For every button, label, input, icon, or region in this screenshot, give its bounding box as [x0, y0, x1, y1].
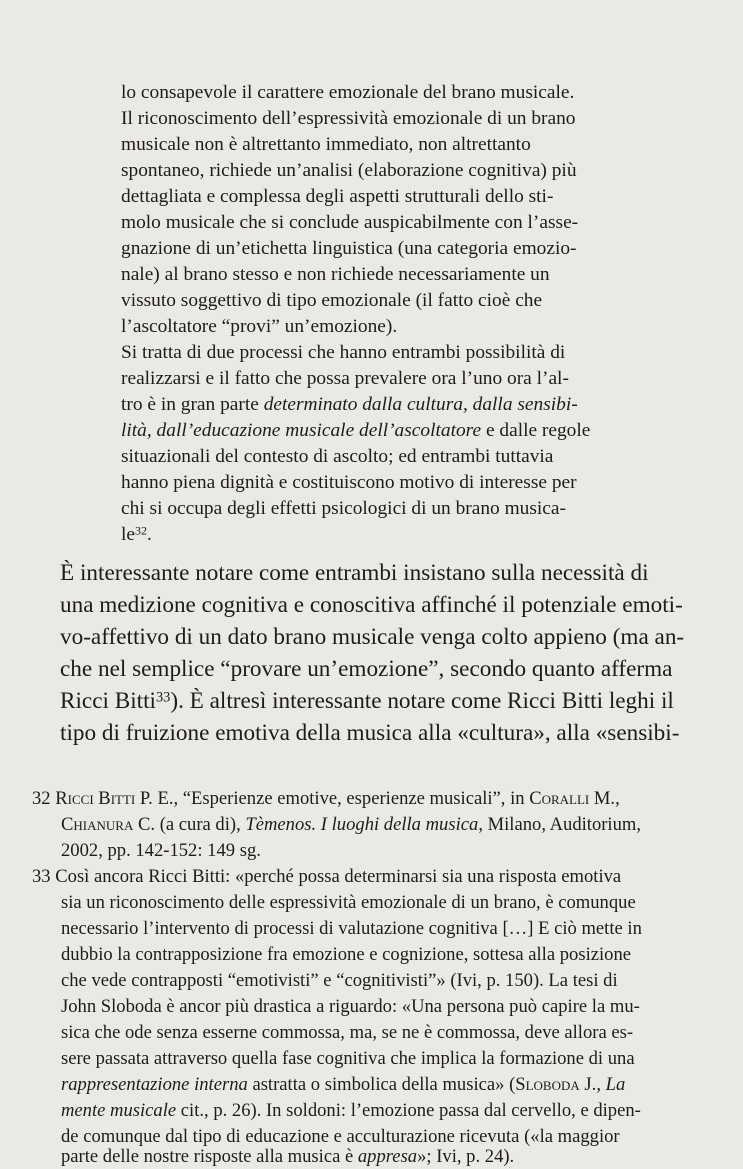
footnote-33-line: de comunque dal tipo di educazione e acculturazione ricevuta («la maggior — [61, 1126, 620, 1147]
quote-text: le — [121, 524, 135, 545]
quote-italic: determinato dalla cultura, dalla sensibi- — [263, 394, 578, 415]
footnote-32-line — [61, 814, 641, 836]
book-title: Tèmenos. I luoghi della musica — [245, 814, 479, 835]
footnote-text: M., — [589, 788, 620, 809]
footnote-33-line: necessario l’intervento di processi di valutazione cognitiva […] E ciò mette in — [61, 918, 642, 939]
footnote-32-line: 2002, pp. 142-152: 149 sg. — [61, 840, 261, 861]
book-title: mente musicale — [61, 1100, 177, 1121]
footnote-32-line — [32, 788, 620, 810]
body-line: tipo di fruizione emotiva della musica alla «cultura», alla «sensibi- — [60, 720, 680, 746]
footnote-number: 33 — [32, 866, 51, 887]
body-line: una medizione cognitiva e conoscitiva affinché il potenziale emoti- — [60, 592, 683, 618]
quote-line: chi si occupa degli effetti psicologici di un brano musica- — [121, 498, 566, 519]
footnote-text: cit., p. 26). In soldoni: l’emozione passa dal cervello, e dipen- — [176, 1100, 641, 1121]
quote-line: lo consapevole il carattere emozionale del brano musicale. — [121, 82, 575, 103]
body-line — [60, 688, 674, 715]
footnote-33-line: John Sloboda è ancor più drastica a riguardo: «Una persona può capire la mu- — [61, 996, 640, 1017]
book-title: La — [605, 1074, 626, 1095]
footnote-ref-33[interactable]: 33 — [155, 689, 171, 706]
quote-text: tro è in gran parte — [121, 394, 264, 415]
author-name: Sloboda — [515, 1074, 580, 1095]
footnote-33-line — [32, 866, 621, 888]
quote-line: hanno piena dignità e costituiscono motivo di interesse per — [121, 472, 577, 493]
quote-line: nale) al brano stesso e non richiede necessariamente un — [121, 264, 550, 285]
italic-phrase: rappresentazione interna — [61, 1074, 248, 1095]
author-name: Coralli — [529, 788, 590, 809]
quote-line — [121, 524, 152, 546]
quote-line: Il riconoscimento dell’espressività emozionale di un brano — [121, 108, 576, 129]
footnote-33-line: sere passata attraverso quella fase cognitiva che implica la formazione di una — [61, 1048, 635, 1069]
quote-line: situazionali del contesto di ascolto; ed entrambi tuttavia — [121, 446, 554, 467]
footnote-33-line: che vede contrapposti “emotivisti” e “cognitivisti”» (Ivi, p. 150). La tesi di — [61, 970, 618, 991]
body-text: ). È altresì interessante notare come Ricci Bitti leghi il — [170, 688, 674, 714]
author-name: Ricci Bitti — [55, 788, 136, 809]
quote-line: molo musicale che si conclude auspicabilmente con l’asse- — [121, 212, 579, 233]
footnote-text: Così ancora Ricci Bitti: «perché possa determinarsi sia una risposta emotiva — [55, 866, 622, 887]
footnote-33-line: sia un riconoscimento delle espressività emozionale di un brano, è comunque — [61, 892, 636, 913]
footnote-number: 32 — [32, 788, 51, 809]
quote-italic: lità, dall’educazione musicale dell’ascoltatore — [121, 420, 482, 441]
quote-line — [121, 420, 590, 442]
quote-text: . — [147, 524, 152, 545]
author-name: Chianura — [61, 814, 134, 835]
footnote-33-line — [61, 1146, 514, 1168]
quote-line — [121, 394, 578, 416]
footnote-33-line: dubbio la contrapposizione fra emozione e cognizione, sottesa alla posizione — [61, 944, 632, 965]
footnote-text: parte delle nostre risposte alla musica è — [61, 1146, 358, 1167]
footnote-text: C. (a cura di), — [133, 814, 246, 835]
footnote-text: P. E., “Esperienze emotive, esperienze musicali”, in — [135, 788, 530, 809]
footnote-text: astratta o simbolica della musica» ( — [247, 1074, 516, 1095]
footnote-text: J., — [579, 1074, 606, 1095]
quote-line: realizzarsi e il fatto che possa prevalere ora l’uno ora l’al- — [121, 368, 569, 389]
quote-line: musicale non è altrettanto immediato, non altrettanto — [121, 134, 531, 155]
quote-line: gnazione di un’etichetta linguistica (una categoria emozio- — [121, 238, 577, 259]
body-line: È interessante notare come entrambi insistano sulla necessità di — [60, 560, 649, 586]
footnote-33-line — [61, 1100, 641, 1122]
quote-line: Si tratta di due processi che hanno entrambi possibilità di — [121, 342, 566, 363]
footnote-text: »; Ivi, p. 24). — [417, 1146, 515, 1167]
quote-line: spontaneo, richiede un’analisi (elaborazione cognitiva) più — [121, 160, 577, 181]
quote-line: vissuto soggettivo di tipo emozionale (il fatto cioè che — [121, 290, 543, 311]
footnote-text: , Milano, Auditorium, — [478, 814, 642, 835]
footnote-ref-32[interactable]: 32 — [135, 523, 148, 538]
body-line: vo-affettivo di un dato brano musicale venga colto appieno (ma an- — [60, 624, 685, 650]
footnote-33-line: sica che ode senza esserne commossa, ma, se ne è commossa, deve allora es- — [61, 1022, 634, 1043]
quote-text: e dalle regole — [481, 420, 591, 441]
body-text: Ricci Bitti — [60, 688, 156, 714]
italic-phrase: appresa — [357, 1146, 418, 1167]
quote-line: l’ascoltatore “provi” un’emozione). — [121, 316, 398, 337]
footnote-33-line — [61, 1074, 625, 1096]
body-line: che nel semplice “provare un’emozione”, secondo quanto afferma — [60, 656, 673, 682]
quote-line: dettagliata e complessa degli aspetti strutturali dello sti- — [121, 186, 554, 207]
